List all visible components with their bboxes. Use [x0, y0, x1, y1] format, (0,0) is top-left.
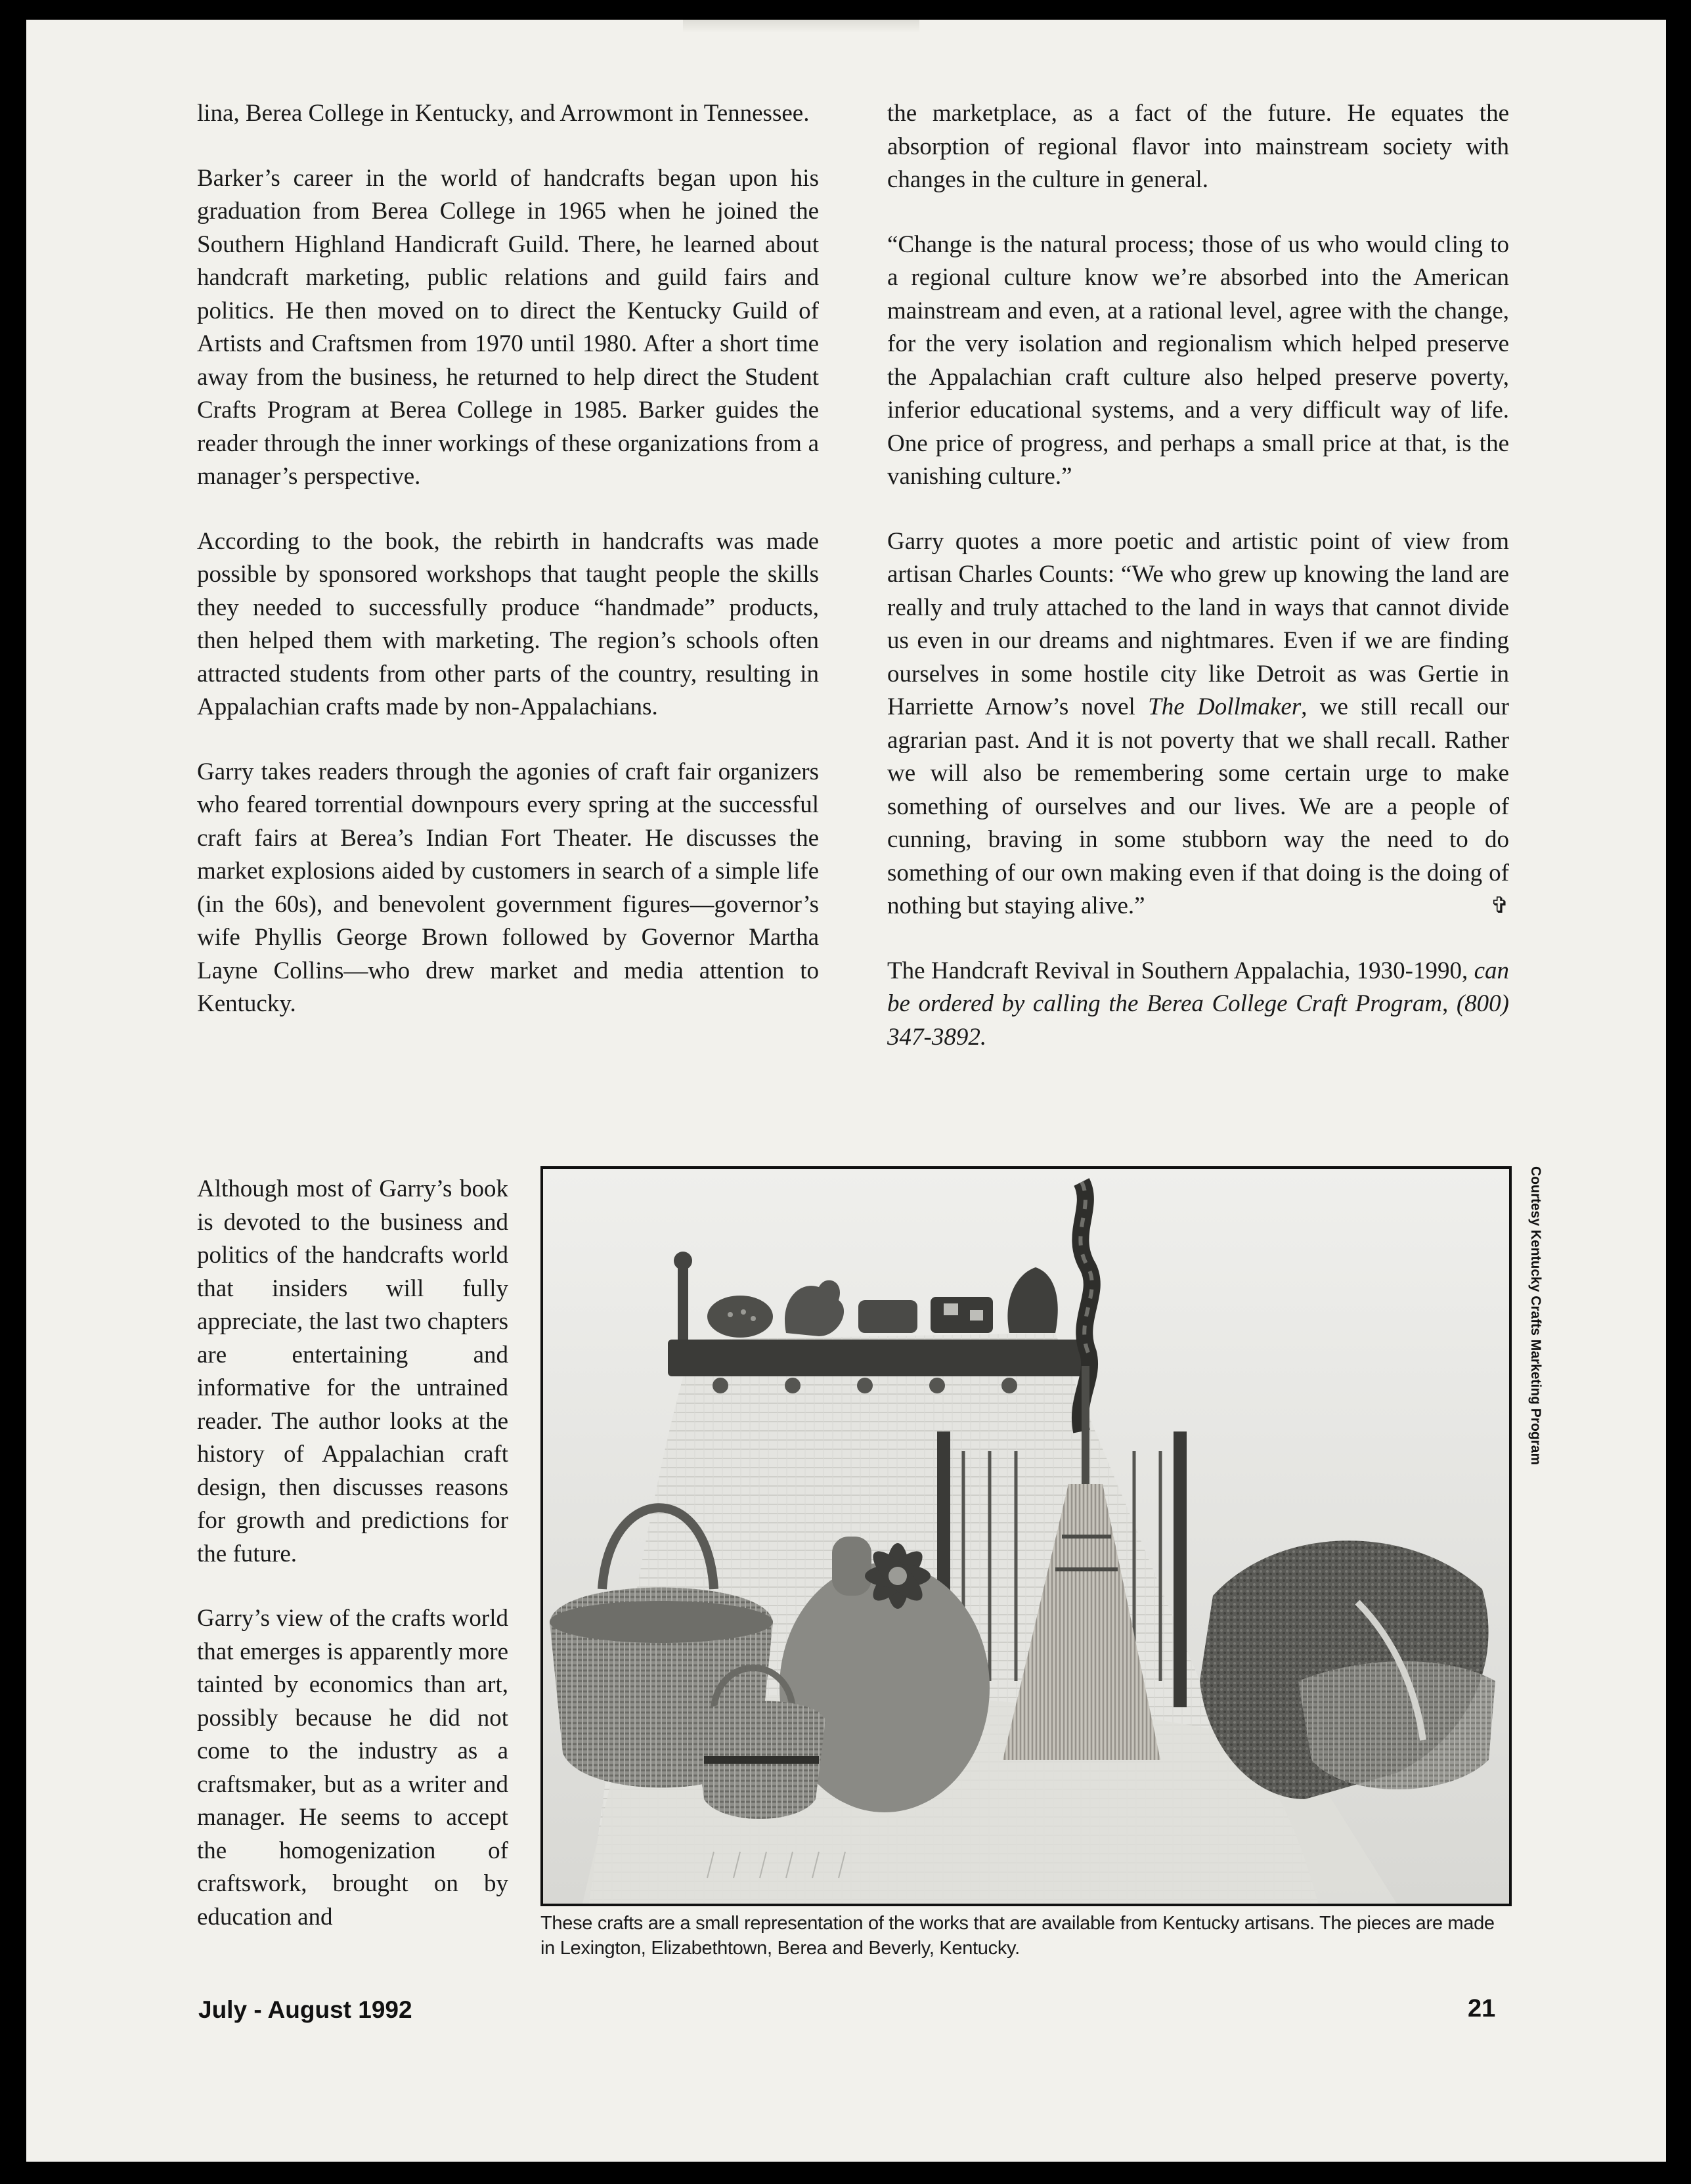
crafts-photo-illustration	[543, 1169, 1509, 1904]
narrow-text-column	[197, 1173, 508, 1965]
paragraph: According to the book, the rebirth in handcrafts was made possible by sponsored workshops that taught people the skills they needed to successfully produce “handmade” products, then helped them with marketing. The region’s schools often attracted students from other parts of the country, resulting in Appalachian crafts made by non-Appalachians.	[197, 527, 819, 720]
left-text-column	[197, 97, 819, 1021]
paragraph: Garry’s view of the crafts world that emerges is apparently more tainted by economics than art, possibly because he did not come to the industry as a craftsmaker, but as a writer and manager. He seems to accept the homogenization of craftswork, brought on by education and	[197, 1605, 508, 1931]
paragraph-quote	[887, 525, 1509, 923]
page-number: 21	[1468, 1995, 1496, 2022]
bleed-through-mark	[683, 20, 919, 33]
magazine-page	[26, 20, 1666, 2162]
order-text: can be ordered by calling the Berea College Craft Program, (800) 347-3892.	[887, 957, 1509, 1051]
end-mark-icon: ✞	[1490, 894, 1509, 918]
crafts-photo	[540, 1166, 1512, 1906]
paragraph: the marketplace, as a fact of the future. He equates the absorption of regional flavor into mainstream society with changes in the culture in general.	[887, 100, 1509, 193]
right-text-column	[887, 97, 1509, 1054]
paragraph: Although most of Garry’s book is devoted to the business and politics of the handcrafts world that insiders will fully appreciate, the last two chapters are entertaining and informative for the untrained reader. The author looks at the history of Appalachian craft design, then discusses reasons for growth and predictions for the future.	[197, 1175, 508, 1567]
paragraph: lina, Berea College in Kentucky, and Arrowmont in Tennessee.	[197, 100, 810, 127]
paragraph: Barker’s career in the world of handcrafts began upon his graduation from Berea College in 1965 when he joined the Southern Highland Handicraft Guild. There, he learned about handcraft marketing, public relations and guild fairs and politics. He then moved on to direct the Kentucky Guild of Artists and Craftsmen from 1970 until 1980. After a short time away from the business, he returned to help direct the Student Crafts Program at Berea College in 1985. Barker guides the reader through the inner workings of these organizations from a manager’s perspective.	[197, 164, 819, 490]
order-book-title: The Handcraft Revival in Southern Appalachia, 1930-1990,	[887, 957, 1468, 984]
paragraph: Garry takes readers through the agonies of craft fair organizers who feared torrential downpours every spring at the successful craft fairs at Berea’s Indian Fort Theater. He discusses the market explosions aided by customers in search of a simple life (in the 60s), and benevolent government figures—governor’s wife Phyllis George Brown followed by Governor Martha Layne Collins—who drew market and media attention to Kentucky.	[197, 758, 819, 1017]
photo-caption: These crafts are a small representation of the works that are available from Kentucky artisans. The pieces are made in Lexington, Elizabethtown, Berea and Beverly, Kentucky.	[540, 1913, 1495, 1959]
issue-date: July - August 1992	[198, 1996, 412, 2023]
quote-text-a: Garry quotes a more poetic and artistic point of view from artisan Charles Counts: “We who grew up knowing the land are really and truly attached to the land in ways that cannot divide us even in our dreams and nightmares. Even if we are finding ourselves in some hostile city like Detroit as was Gertie in Harriette Arnow’s novel	[887, 527, 1509, 720]
photo-credit: Courtesy Kentucky Crafts Marketing Program	[1528, 1166, 1543, 1466]
book-title-dollmaker: The Dollmaker	[1148, 693, 1302, 720]
order-info	[887, 955, 1509, 1055]
quote-text-b: , we still recall our agrarian past. And it is not poverty that we shall recall. Rather we will also be remembering some certain urge to make something of ourselves and our lives. We are a people of cunning, braving in some stubborn way the need to do something of our own making even if that doing is the doing of nothing but staying alive.”	[887, 693, 1509, 919]
paragraph: “Change is the natural process; those of us who would cling to a regional culture know we’re absorbed into the American mainstream and even, at a rational level, agree with the change, for the very isolation and regionalism which helped preserve the Appalachian craft culture also helped preserve poverty, inferior educational systems, and a very difficult way of life. One price of progress, and perhaps a small price at that, is the vanishing culture.”	[887, 230, 1509, 490]
